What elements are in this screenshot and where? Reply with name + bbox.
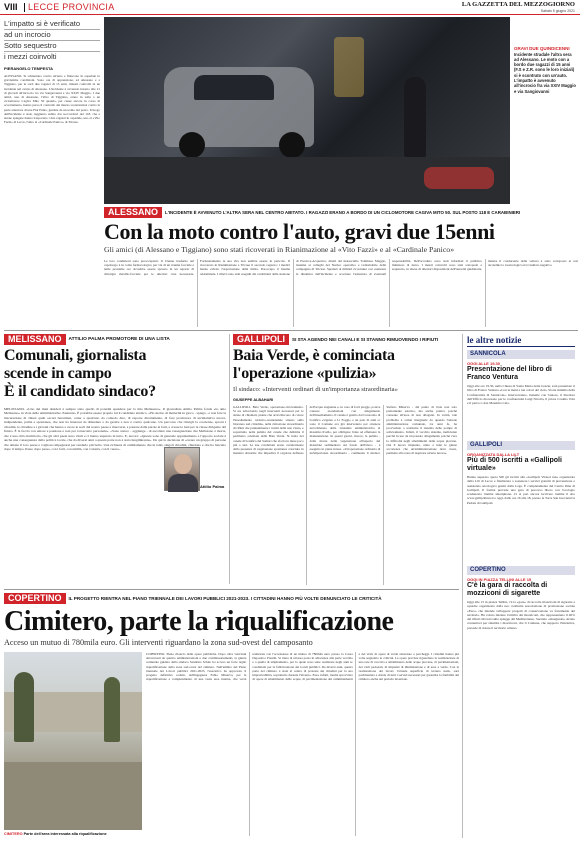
sidebar-item-title: Più di 500 iscritti a «Gallipoli virtuale» <box>467 457 562 472</box>
story1-body-right: Le loro condizioni sono preoccupanti. Il 15enne trasferito nel capoluogo è in coma farmacologico per via di un trauma facciale e nelle prossime ore dovrebbe essere sposato in un reparto di chirurgia maxillo-facciale per le ulteriori cure necessarie. Fortunatamente la sua vita non sembra essere in pericolo. Il ricoverato in Rianimazione a Tricase il secondo ragazzo: i medici hanno evitato l'asportazione della milza. Preoccupa il trauma addominale. I rilievi sono stati eseguiti dai carabinieri della stazione di Presicce-Acquarica, diretti dal maresciallo Tommaso Maggio, insieme ai colleghi del Nucleo operativo e radiomobile della compagnia di Tricase. Spetterà ai militari ricostruire con esattezza la dinamica dell'incidente e accertare l'esistenza di eventuali responsabilità. Dell'accaduto sono stati informati il pubblico ministero di turno. I mezzi coinvolti sono stati sottoposti a sequestro, in attesa di ulteriori disposizioni dell'autorità giudiziaria, mentre il conducente della vettura è stato sottoposto ai test alcolemici e tossicologici ed è risultato negativo. <box>104 259 578 276</box>
story4-body: COPERTINO. Pieno rilancio delle opere pubbliche. Dopo oltre vent'anni attraversati da quattro amministrazioni e due commissariamenti, la giunta comunale guidata dalla sindaca Sandrina Schito ha acceso un forte taglio riqualificazione della zona sud-ovest del cimitero. Nell'ambito del Piano triennale dei Lavori pubblici 2021-2023, l'esecutivo ha approvato il progetto definitivo redatto dall'ingegnere Fabio Minerva, per la riqualificazione e completamento di una vasta area interna, che verrà realizzata con l'accensione di un mutuo di 780mila euro presso la Cassa Depositi e Prestiti. Si tratta di un'area posta in adiacenza alla parte vecchia e a quella di ampliamento, per la quale sono state realizzate negli anni le condizioni per la fabbricazione dei loculi pubblici. Da diversi anni, questa parte del cimitero è stata al centro di proteste dei cittadini per la sua impraticabilità, soprattutto durante l'inverno. Essa, infatti, risulta sprovvista di opere di smaltimento delle acque, di pavimentazione dei camminamenti e dei viali, di opere di verde attrezzato e parcheggi. I cittadini hanno più volte segnalato le criticità. Le opere previste riguardano la realizzazione di una rete di raccolta e smaltimento delle acque piovane, di pavimentazioni, dei viali pedonali, di impianti di illuminazione e di aree a verde. Con la realizzazione dei lavori, l'attuale superficie di terreno nudo, sarà pavimentata e dotata di tutti i servizi necessari per garantire la fruibilità del cimitero anche nel periodo invernale. <box>146 652 459 682</box>
portrait-head <box>174 454 192 474</box>
sidebar-category: SANNICOLA <box>467 350 575 359</box>
story3-body: GALLIPOLI. Baia Verde, operazione-ritrovamento. Si sta articolando negli interventi necessari per le alzate di chiamati, piante che arricchiscono di colore l'insediamento turistico-residenziale situato sulla litoranea sud cittadina, nella rimozione straordinaria di rifiuti che puntualmente i turisti della rete viaria, e soprattutto nella pulizia del canale che delimita il perimetro orientale della Baia Verde. Si tratta del canale di bonifica del Samari che sfocia in mare poco più a sud. Le sue condizioni erano caratterizzate dalla presenza di vegetazione spontanea cresciuta in maniera abnorme che impediva il regolare deflusso dell'acqua stagnante e, in caso di forti piogge, poteva causare esondazioni con allagamento dell'insediamento. Il canale è gestito dal Consorzio di bonifica «Ugento e Li Foggi» e un paio di anni or sono il Comune era già intervenuto per ottenere un'ordinanza della Giustizia amministrativa al massimo livello, per obbligare l'ente ad effettuare la manutenzione. In questi giorni, invece, la pulizia - dalle sbarre della vegetazione all'asporto del materiale sedimentato sul fondo dell'alveo - è eseguita in piena intesa. «Un'operazione ordinaria di un'importanza straordinaria - commenta il sindaco Stefano Minerva - dal punto di vista non solo prettamente estetico, ma anche pratico poiché consente all'area di non allagarsi. In verità, tale problema è ormai marginale da quando l'attuale amministrazione comunale, tre anni fa, ha provveduto a sostituire il sistema delle pompe di sollevamento. Infatti, il vecchio sistema, ineficiente perché in uso da un passato allagamento poiché c'era la difficoltà negli smaltimenti delle acque piovane. Ora il nuovo impianto, unito a tutte le giuste accortezze che un'amministrazione deve avere, permette alla zona di respirare un'aria nuova». <box>233 405 457 456</box>
sidebar-title: le altre notizie <box>467 334 575 347</box>
kicker: IL PROGETTO RIENTRA NEL PIANO TRIENNALE DEI LAVORI PUBBLICI 2021-2023. I CITTADINI HANNO PIÙ VOLTE DENUNCIATO LE CRITICITÀ <box>68 596 382 601</box>
sidebar-item-text: Oggi alle ore 19.30, nella Chiesa di Santa Maria delle Grazie, sarà presentato il libro di Franco Ventura «Con le mani e nei colori del cielo. Storie minima della Confraternita di Sannicola». Interverranno, insieme con l'autore, il direttore dell'Ufficio diocesano per le confraternite Luigi Nicolia, il priore Cosimo Tolu e il parroco don Massimo Cala. <box>467 384 575 406</box>
headline-line: Comunali, giornalista <box>4 347 147 364</box>
story1-kicker-bar <box>104 207 578 218</box>
photo-wheel <box>179 132 205 158</box>
caption-label: CIMITERO <box>4 832 23 836</box>
photo-motorbike <box>424 167 494 189</box>
caption-text: Incidente stradale l'altra sera ad Alessano. Le moto con a bordo due ragazzi di 15 anni (F.S e Z.R. sono le loro iniziali) si è scontrato con un'auto. L'impatto è avvenuto all'incrocio fra via XXIV Maggio e via Sangiovanni <box>514 51 576 94</box>
sidebar-item-head: OGGI ALLE 19.30 <box>467 361 500 366</box>
place-tag: COPERTINO <box>4 593 66 604</box>
kicker: ATTILIO PALMA PROMOTORE DI UNA LISTA <box>68 337 170 342</box>
headline-line: scende in campo <box>4 365 112 382</box>
photo-tree <box>104 677 120 742</box>
photo-car-window <box>194 75 274 100</box>
story1-author: PIERANGELO TEMPESTA <box>4 66 54 71</box>
sidebar-category: COPERTINO <box>467 566 575 575</box>
portrait-body <box>168 474 198 492</box>
story4-headline: Cimitero, parte la riqualificazione <box>4 606 394 637</box>
story2-photo-caption: Attilio Palma <box>200 484 225 489</box>
sidebar-item-head: OGGI IN PIAZZA TELLINI ALLE 15 <box>467 577 532 582</box>
story1-photo <box>104 17 510 204</box>
section-divider <box>4 589 459 590</box>
sidebar-item-title: Presentazione del libro di Franco Ventura <box>467 366 552 381</box>
story4-photo <box>4 652 142 830</box>
place-tag: GALLIPOLI <box>233 334 289 345</box>
place-tag: ALESSANO <box>104 207 162 218</box>
story1-photo-caption <box>514 46 576 94</box>
story3-headline <box>233 347 457 383</box>
section-divider <box>4 330 578 331</box>
sidebar-item-title: C'è la gara di raccolta di mozziconi di sigarette <box>467 582 548 597</box>
page-date: Sabato 5 giugno 2021 <box>540 9 575 13</box>
story2-photo <box>164 447 200 491</box>
caption-text: Parte dell'area interessata alla riqualificazione <box>23 832 107 836</box>
story3-subhead: Il sindaco: «Interventi ordinari di un'importanza straordinaria» <box>233 386 398 393</box>
sidebar-item-text: Hanno superato quota 500 gli iscritti alla «Gallipoli Virtual run» organizzata dalla Lilt di Lecce e finalizzata a sostenere i servizi gratuiti di prevenzione e assistenza oncologica gestiti dalla Lega. È completamente del Centro Ilma di Gallipoli. Il format prevede una gara di percorso libero con l'orologio scadenzato tramite smartphone. Ci si può ancora iscrivere tramite il sito www.gallipolirun.it e oggi, dalle ore 16 alle 18, presso la Torre San Giovanni la Pedata di Gallipoli. <box>467 475 575 505</box>
photo-lights <box>334 37 364 97</box>
headline-line: l'operazione «pulizia» <box>233 365 377 382</box>
story2-body: MELISSANO. «Uno dei miei desideri è sempre stato quello di potermi spendere per la mia Melissano». Il giornalista Attilio Palma fonda «Io amo Melissano» in vista delle amministrative d'autunno. È potrebbe essere proprio lui il candidato sindaco. «Ho deciso di mettermi in gioco - spiega - e non fare la macerazione di chiusi quali oscuri burattinai, come a qualcuno da comodo dire, di esporre direttamente, di fare promotore di un'iniziativa nuova, indipendente, pulita e spontanea, che non ha interessi da difendere o da gestire e non è contro qualcuno. Un percorso che rinvigli la coscienze, spronì i cittadini, le cittadine e i giovani che hanno a cuore le sorti del nostro paese a muoversi, a passare dalla parole ai fatti, a creare le basi per la classe dirigente del futuro. È la faccia con amore e passione e non per tornaconto personale». «Sono stanco - aggiunge - di ascoltare una rassegnazione che Melissano è morta, che è una città dormitorio, che gli altri paesi sono vitali e ci hanno superato in tutto. E, ancora: «Queste sono di generale appuntamento e l'apporto sociale è anche una conseguenza della politica locale, che da diversi anni a questa parte non è stata lungimirante». Da qui la decisione di «creare un gruppo di persone che amano il loro paese e vogliono impegnarsi per renderlo più bello. Una richiesta di cambiamento che in tanti, singoli cittadini, chiedono e che ho lanciato dopo il tempo. Passo dopo passo, con i fatti, con umiltà, con volontà, con il cuore». <box>4 407 226 452</box>
masthead: LA GAZZETTA DEL MEZZOGIORNO <box>461 1 575 8</box>
caption-label: GRAVI DUE QUINDICENNI <box>514 46 570 51</box>
sidebar <box>462 334 578 838</box>
sidebar-category: GALLIPOLI <box>467 441 575 450</box>
kicker: L'INCIDENTE È AVVENUTO L'ALTRA SERA NEL CENTRO ABITATO. I RAGAZZI ERANO A BORDO DI UN CICLOMOTORE CAGIVA MITO 50. SUL POSTO 118 E CARABINIERI <box>165 210 521 215</box>
header-divider <box>24 3 25 12</box>
standfirst-line: i mezzi coinvolti <box>4 52 57 61</box>
headline-line: È il candidato sindaco? <box>4 383 156 400</box>
story4-subhead: Acceso un mutuo di 780mila euro. Gli interventi riguardano la zona sud-ovest del camposanto <box>4 638 313 647</box>
story4-photo-caption <box>4 832 142 837</box>
story1-body-left: ALESSANO. Si schiantano contro un'auto e finiscono in ospedale in gravissime condizioni. Sono ore di apprensione, ad Alessano e a Tiggiano, per le sorti due ragazzi di 15 anni, rimasti coinvolti in un incidente nel centro di Alessano. L'incidente è avvenuto intorno alle 21 di giovedì all'incrocio tra via Sangiovanni e via XXIV Maggio. I due amici, uno di Alessano, l'altro di Tiggiano, erano in sella a un ciclomotore Cagiva Mito 50 quando, per cause ancora in corso di accertamento, hanno perso il controllo del mezzo scontrandosi contro la parte anteriore di una Fiat Punto, guidata da un uomo del posto. Il luogo dell'incidente è stato raggiunto subito dai soccorritori del 118, che a sirene spiegate hanno trasportato i due ragazzi in ospedale, uno al «Vito Fazzi» di Lecce, l'altro al «Cardinale Panico» di Tricase. <box>4 74 100 125</box>
place-tag: MELISSANO <box>4 334 66 345</box>
story1-standfirst <box>4 19 100 62</box>
story1-headline: Con la moto contro l'auto, gravi due 15enni <box>104 219 495 244</box>
kicker: SI STA AGENDO NEI CANALI E SI STANNO RIMUOVENDO I RIFIUTI <box>292 337 439 342</box>
story2-headline <box>4 347 226 401</box>
photo-tree <box>14 672 34 742</box>
story3-kicker-bar <box>233 334 457 345</box>
page-header <box>0 0 580 15</box>
sidebar-item-text: Oggi alle 15 in piazza Tellini, c'è la «gara» di raccolta mozziconi di sigarette a squadre organizzata dalla neo costituita associazione di promozione sociale «Faro» che intende sviluppare progetti di conservazione va fortemente del territorio. Ha voluto iniziare l'attività dai mozziconi, che rappresentano il 40% dei rifiuti ritrovati sulle spiagge del Mediterraneo. Saranno «inaugurati» alcuno contenitori per smaltire i mozziconi, che il Comune, che supporta l'iniziativa, prevede di dotare il territorio urbano. <box>467 600 575 630</box>
section-title: LECCE PROVINCIA <box>28 2 115 12</box>
photo-wheel <box>279 132 305 158</box>
story2-kicker-bar <box>4 334 226 345</box>
sidebar-item-head: ORGANIZZATA DALLA LILT <box>467 452 520 457</box>
story3-author: GIUSEPPE ALBAHARI <box>233 398 274 402</box>
headline-line: Baia Verde, è cominciata <box>233 347 395 364</box>
standfirst-line: Sotto sequestro <box>4 41 100 52</box>
story4-kicker-bar <box>4 593 459 604</box>
story1-subhead: Gli amici (di Alessano e Tiggiano) sono stati ricoverati in Rianimazione al «Vito Fazzi» e al «Cardinale Panico» <box>104 245 455 254</box>
standfirst-line: L'impatto si è verificato <box>4 19 100 30</box>
column-rule <box>229 334 230 584</box>
page-number: VIII <box>4 2 18 12</box>
photo-person <box>404 77 426 157</box>
standfirst-line: ad un incrocio <box>4 30 100 41</box>
photo-ground <box>4 762 142 830</box>
